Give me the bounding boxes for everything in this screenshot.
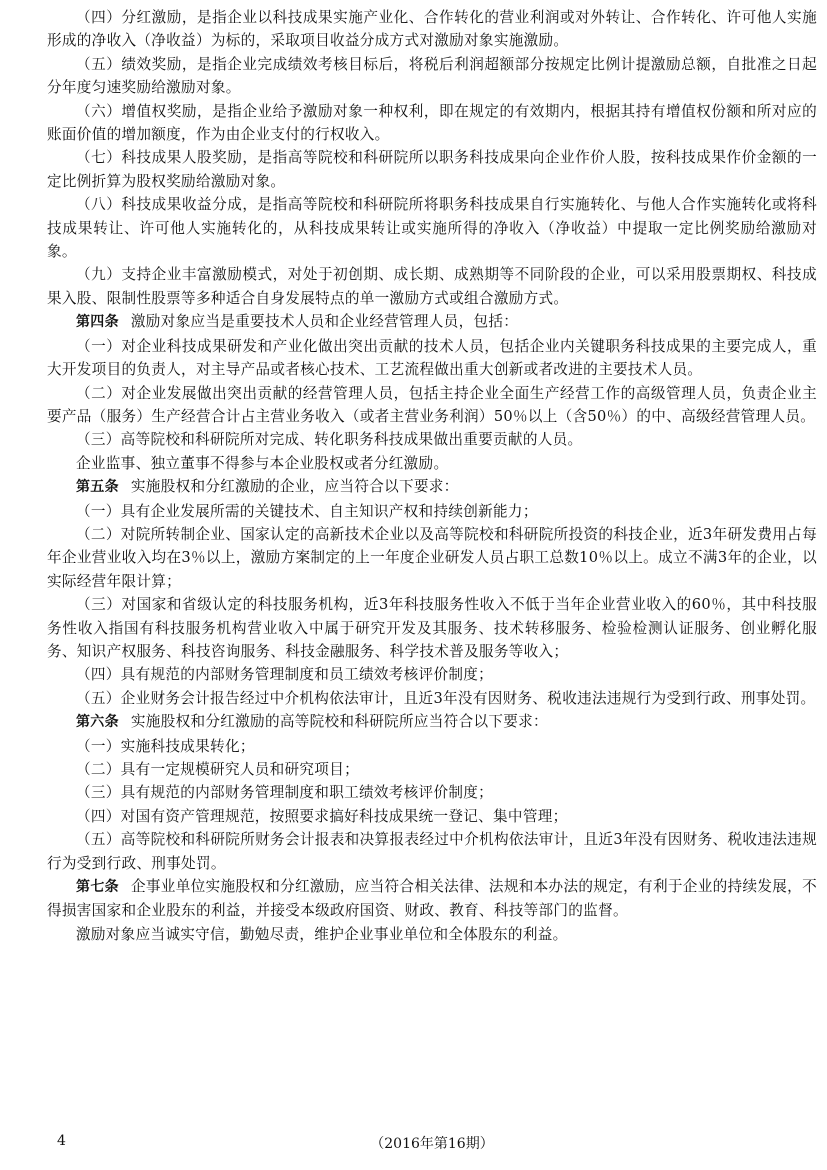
body-paragraph [47, 146, 817, 193]
paragraph-text: （六）增值权奖励，是指企业给予激励对象一种权利，即在规定的有效期内，根据其持有增值权份额和所对应的账面价值的增加额度，作为由企业支付的行权收入。 [47, 102, 817, 144]
paragraph-text: 激励对象应当诚实守信，勤勉尽责，维护企业事业单位和全体股东的利益。 [76, 925, 568, 943]
paragraph-text: （四）具有规范的内部财务管理制度和员工绩效考核评价制度； [76, 666, 494, 684]
paragraph-text: （五）高等院校和科研院所财务会计报表和决算报表经过中介机构依法审计，且近3年没有因财务、税收违法违规行为受到行政、刑事处罚。 [47, 831, 817, 872]
article-paragraph [47, 310, 817, 334]
body-paragraph [47, 452, 817, 475]
paragraph-text: 实施股权和分红激励的企业，应当符合以下要求： [130, 478, 459, 496]
paragraph-text: 激励对象应当是重要技术人员和企业经营管理人员，包括： [130, 313, 519, 331]
body-paragraph [47, 593, 817, 663]
body-paragraph [47, 758, 817, 781]
paragraph-text: （八）科技成果收益分成，是指高等院校和科研院所将职务科技成果自行实施转化、与他人合作实施转化或将科技成果转让、许可他人实施转化的，从科技成果转让或实施所得的净收入（净收益）中提取一定比例奖励给激励对象。 [47, 196, 817, 261]
body-paragraph [47, 335, 817, 382]
body-paragraph [47, 6, 817, 53]
document-page [47, 0, 817, 1170]
body-paragraph [47, 428, 817, 451]
body-paragraph [47, 263, 817, 310]
body-paragraph [47, 523, 817, 593]
article-paragraph [47, 875, 817, 923]
document-body [47, 6, 817, 946]
body-paragraph [47, 923, 817, 946]
body-paragraph [47, 100, 817, 147]
paragraph-text: （五）企业财务会计报告经过中介机构依法审计，且近3年没有因财务、税收违法违规行为受到行政、刑事处罚。 [76, 689, 816, 707]
issue-label: （2016年第16期） [370, 1136, 494, 1152]
paragraph-text: （二）具有一定规模研究人员和研究项目； [76, 761, 359, 778]
paragraph-text: （五）绩效奖励，是指企业完成绩效考核目标后，将税后利润超额部分按规定比例计提激励总额，自批准之日起分年度匀速奖励给激励对象。 [47, 55, 817, 97]
paragraph-text: （三）高等院校和科研院所对完成、转化职务科技成果做出重要贡献的人员。 [76, 431, 583, 449]
body-paragraph [47, 663, 817, 686]
body-paragraph [47, 828, 817, 875]
paragraph-text: （二）对企业发展做出突出贡献的经营管理人员，包括主持企业全面生产经营工作的高级管理人员，负责企业主要产品（服务）生产经营合计占主营业务收入（或者主营业务利润）50％以上（含50％）的中、高级经营管理人员。 [47, 384, 817, 425]
paragraph-text: （三）对国家和省级认定的科技服务机构，近3年科技服务性收入不低于当年企业营业收入的60％，其中科技服务性收入指国有科技服务机构营业收入中属于研究开发及其服务、技术转移服务、检验检测认证服务、创业孵化服务、知识产权服务、科技咨询服务、科技金融服务、科学技术普及服务等收入； [47, 596, 817, 660]
page-footer [47, 1133, 817, 1157]
article-number: 第七条 [76, 879, 119, 896]
article-paragraph [47, 475, 817, 499]
paragraph-text: （一）实施科技成果转化； [76, 737, 255, 755]
article-paragraph [47, 710, 817, 734]
body-paragraph [47, 735, 817, 758]
body-paragraph [47, 500, 817, 523]
body-paragraph [47, 382, 817, 429]
paragraph-text: （九）支持企业丰富激励模式，对处于初创期、成长期、成熟期等不同阶段的企业，可以采用股票期权、科技成果入股、限制性股票等多种适合自身发展特点的单一激励方式或组合激励方式。 [47, 266, 817, 307]
article-number: 第五条 [76, 479, 119, 496]
body-paragraph [47, 53, 817, 100]
paragraph-text: （四）对国有资产管理规范，按照要求搞好科技成果统一登记、集中管理； [76, 807, 568, 825]
paragraph-text: （七）科技成果人股奖励，是指高等院校和科研院所以职务科技成果向企业作价人股，按科技成果作价金额的一定比例折算为股权奖励给激励对象。 [47, 149, 817, 190]
paragraph-text: 企业监事、独立董事不得参与本企业股权或者分红激励。 [76, 454, 449, 472]
page-number: 4 [57, 1133, 66, 1149]
paragraph-text: （一）具有企业发展所需的关键技术、自主知识产权和持续创新能力； [76, 502, 538, 520]
article-number: 第六条 [76, 714, 119, 731]
paragraph-text: （二）对院所转制企业、国家认定的高新技术企业以及高等院校和科研院所投资的科技企业，近3年研发费用占每年企业营业收入均在3％以上，激励方案制定的上一年度企业研发人员占职工总数10％以上。成立不满3年的企业，以实际经营年限计算； [47, 525, 817, 590]
body-paragraph [47, 805, 817, 828]
paragraph-text: 企事业单位实施股权和分红激励，应当符合相关法律、法规和本办法的规定，有利于企业的持续发展，不得损害国家和企业股东的利益，并接受本级政府国资、财政、教育、科技等部门的监督。 [47, 878, 817, 920]
body-paragraph [47, 193, 817, 263]
paragraph-text: （三）具有规范的内部财务管理制度和职工绩效考核评价制度； [76, 784, 494, 802]
paragraph-text: 实施股权和分红激励的高等院校和科研院所应当符合以下要求： [130, 713, 548, 731]
paragraph-text: （一）对企业科技成果研发和产业化做出突出贡献的技术人员，包括企业内关键职务科技成果的主要完成人，重大开发项目的负责人，对主导产品或者核心技术、工艺流程做出重大创新或者改进的主要技术人员。 [47, 337, 817, 379]
article-number: 第四条 [76, 314, 119, 331]
body-paragraph [47, 781, 817, 804]
body-paragraph [47, 687, 817, 710]
paragraph-text: （四）分红激励，是指企业以科技成果实施产业化、合作转化的营业利润或对外转让、合作转化、许可他人实施形成的净收入（净收益）为标的，采取项目收益分成方式对激励对象实施激励。 [47, 9, 817, 50]
